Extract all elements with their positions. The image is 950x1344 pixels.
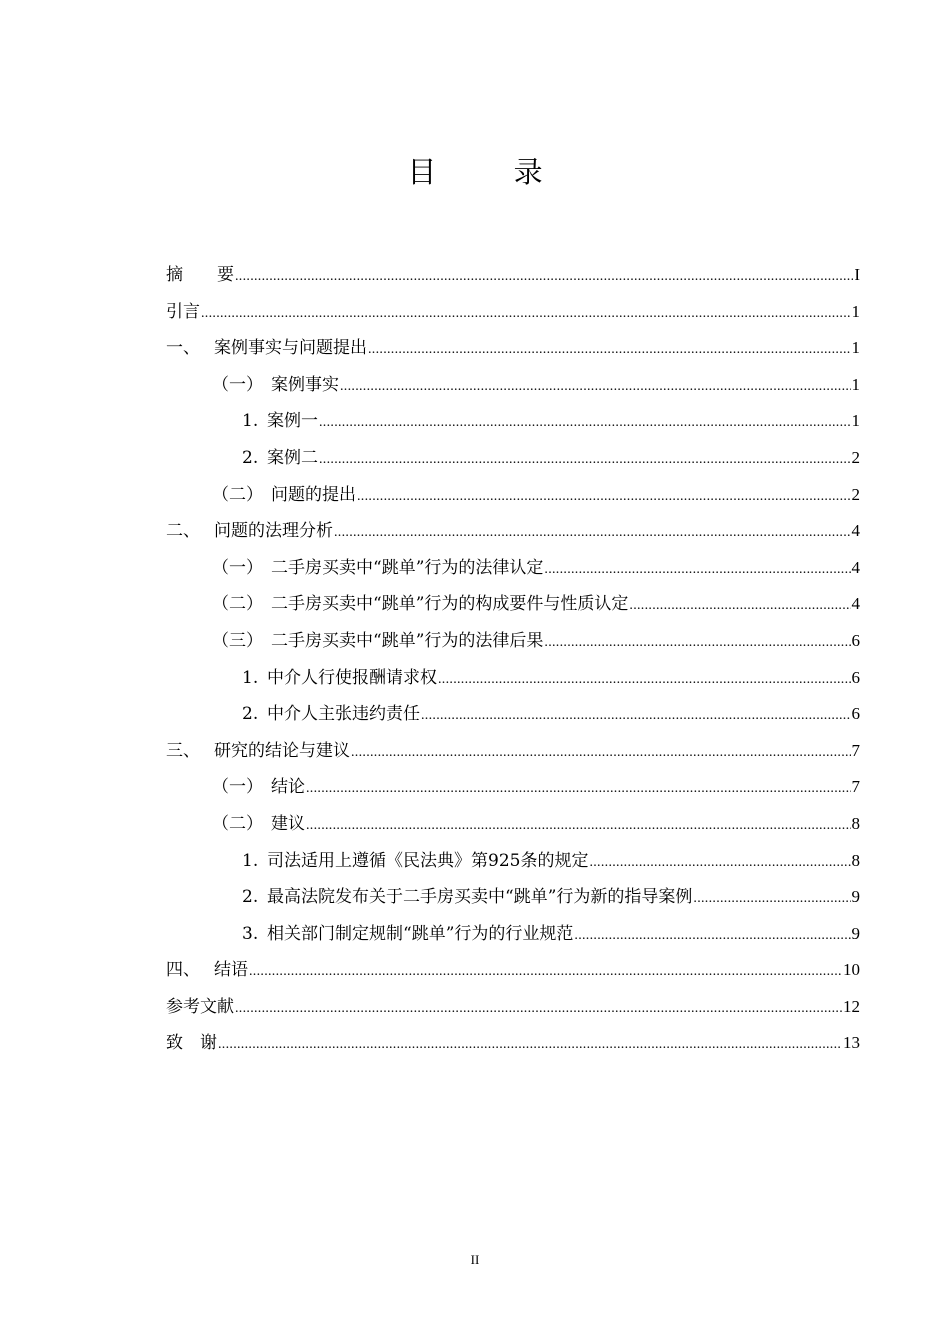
toc-entry[interactable]: [166, 333, 860, 370]
toc-entry-number: 二、: [166, 521, 200, 542]
toc-entry-number: 3.: [242, 923, 259, 944]
toc-entry[interactable]: [166, 443, 860, 480]
toc-entry-number: 2.: [242, 704, 259, 725]
toc-entry-page: 10: [843, 960, 860, 980]
toc-entry-page: 13: [843, 1033, 860, 1053]
toc-entry-page: 6: [851, 630, 860, 650]
toc-entry-label: 案例事实: [271, 374, 339, 395]
toc-dot-leader: [438, 665, 851, 695]
toc-entry[interactable]: [166, 919, 860, 956]
toc-entry-number: 1.: [242, 411, 259, 432]
toc-entry-label: 建议: [271, 813, 305, 834]
toc-entry[interactable]: [166, 882, 860, 919]
toc-entry[interactable]: [166, 406, 860, 443]
toc-entry-page: 2: [851, 447, 860, 467]
toc-dot-leader: [421, 701, 851, 731]
toc-entry[interactable]: [166, 992, 860, 1029]
toc-entry[interactable]: [166, 480, 860, 517]
toc-dot-leader: [235, 994, 842, 1024]
toc-entry-number: 1.: [242, 667, 259, 688]
toc-dot-leader: [368, 335, 851, 365]
toc-entry-page: 6: [851, 667, 860, 687]
toc-entry-label: 案例一: [267, 411, 318, 432]
toc-dot-leader: [201, 299, 851, 329]
toc-entry-page: 2: [851, 484, 860, 504]
toc-entry-number: 2.: [242, 447, 259, 468]
toc-entry-page: 1: [851, 338, 860, 358]
toc-entry-number: （三）: [212, 630, 263, 651]
toc-entry[interactable]: [166, 846, 860, 883]
toc-dot-leader: [334, 518, 851, 548]
toc-dot-leader: [589, 848, 850, 878]
toc-entry-page: 4: [851, 521, 860, 541]
toc-entry[interactable]: [166, 516, 860, 553]
toc-entry-label: 最高法院发布关于二手房买卖中“跳单”行为新的指导案例: [267, 887, 693, 908]
toc-entry-number: 三、: [166, 740, 200, 761]
toc-entry-label: 结论: [271, 777, 305, 798]
toc-entry[interactable]: [166, 955, 860, 992]
toc-entry-page: 8: [851, 813, 860, 833]
toc-dot-leader: [306, 774, 851, 804]
toc-dot-leader: [351, 738, 851, 768]
toc-entry-number: （一）: [212, 777, 263, 798]
toc-entry-page: 9: [851, 923, 860, 943]
toc-dot-leader: [319, 445, 851, 475]
toc-entry-number: 1.: [242, 850, 259, 871]
toc-entry-label: 引言: [166, 301, 200, 322]
toc-dot-leader: [340, 372, 851, 402]
toc-entry-number: （二）: [212, 813, 263, 834]
toc-entry[interactable]: [166, 589, 860, 626]
toc-dot-leader: [306, 811, 851, 841]
toc-entry-page: 1: [851, 411, 860, 431]
toc-entry[interactable]: [166, 297, 860, 334]
toc-entry[interactable]: [166, 1028, 860, 1065]
toc-entry-number: （一）: [212, 374, 263, 395]
toc-entry-page: I: [854, 265, 860, 284]
toc-entry[interactable]: [166, 370, 860, 407]
toc-dot-leader: [574, 921, 850, 951]
toc-dot-leader: [218, 1030, 842, 1060]
toc-entry-number: （二）: [212, 594, 263, 615]
toc-entry-label: 问题的提出: [271, 484, 356, 505]
toc-entry-page: 9: [851, 887, 860, 907]
toc-entry-label: 案例二: [267, 447, 318, 468]
toc-entry-label: 二手房买卖中“跳单”行为的法律认定: [271, 557, 544, 578]
toc-dot-leader: [357, 482, 851, 512]
toc-entry-page: 12: [843, 996, 860, 1016]
toc-entry[interactable]: [166, 663, 860, 700]
toc-entry-label: 致 谢: [166, 1033, 217, 1054]
toc-entry-label: 结语: [214, 960, 248, 981]
toc-entry-label: 二手房买卖中“跳单”行为的法律后果: [271, 630, 544, 651]
toc-entry-label: 问题的法理分析: [214, 521, 333, 542]
toc-entry-page: 4: [851, 557, 860, 577]
toc-entry-number: （二）: [212, 484, 263, 505]
toc-entry-label: 研究的结论与建议: [214, 740, 350, 761]
toc-entry[interactable]: [166, 260, 860, 297]
toc-entry[interactable]: [166, 809, 860, 846]
toc-entry[interactable]: [166, 772, 860, 809]
toc-entry-page: 1: [851, 301, 860, 321]
toc-entry-page: 8: [851, 850, 860, 870]
toc-entry[interactable]: [166, 553, 860, 590]
toc-entry[interactable]: [166, 626, 860, 663]
toc-entry-page: 7: [851, 777, 860, 797]
toc-entry-label: 参考文献: [166, 996, 234, 1017]
toc-entry-label: 中介人行使报酬请求权: [267, 667, 437, 688]
page-title: 目 录: [407, 155, 577, 189]
toc-dot-leader: [629, 591, 850, 621]
page-number: II: [470, 1252, 480, 1267]
toc-entry-label: 摘 要: [166, 265, 234, 285]
toc-entry-number: 四、: [166, 960, 200, 981]
toc-dot-leader: [319, 408, 851, 438]
toc-dot-leader: [235, 262, 853, 292]
toc-entry-number: （一）: [212, 557, 263, 578]
toc-dot-leader: [544, 555, 850, 585]
toc-entry-number: 2.: [242, 887, 259, 908]
toc-entry-page: 4: [851, 594, 860, 614]
toc-entry-label: 案例事实与问题提出: [214, 338, 367, 359]
toc-entry-page: 7: [851, 740, 860, 760]
toc-entry[interactable]: [166, 699, 860, 736]
toc-entry-label: 司法适用上遵循《民法典》第925条的规定: [267, 850, 589, 871]
toc-entry-page: 1: [851, 374, 860, 394]
toc-entry-page: 6: [851, 704, 860, 724]
toc-dot-leader: [544, 628, 850, 658]
toc-entry[interactable]: [166, 736, 860, 773]
toc-dot-leader: [249, 957, 842, 987]
toc-entry-label: 中介人主张违约责任: [267, 704, 420, 725]
toc-dot-leader: [693, 884, 850, 914]
toc-entry-label: 二手房买卖中“跳单”行为的构成要件与性质认定: [271, 594, 629, 615]
toc-entry-label: 相关部门制定规制“跳单”行为的行业规范: [267, 923, 574, 944]
table-of-contents: [166, 260, 860, 1065]
toc-entry-number: 一、: [166, 338, 200, 359]
